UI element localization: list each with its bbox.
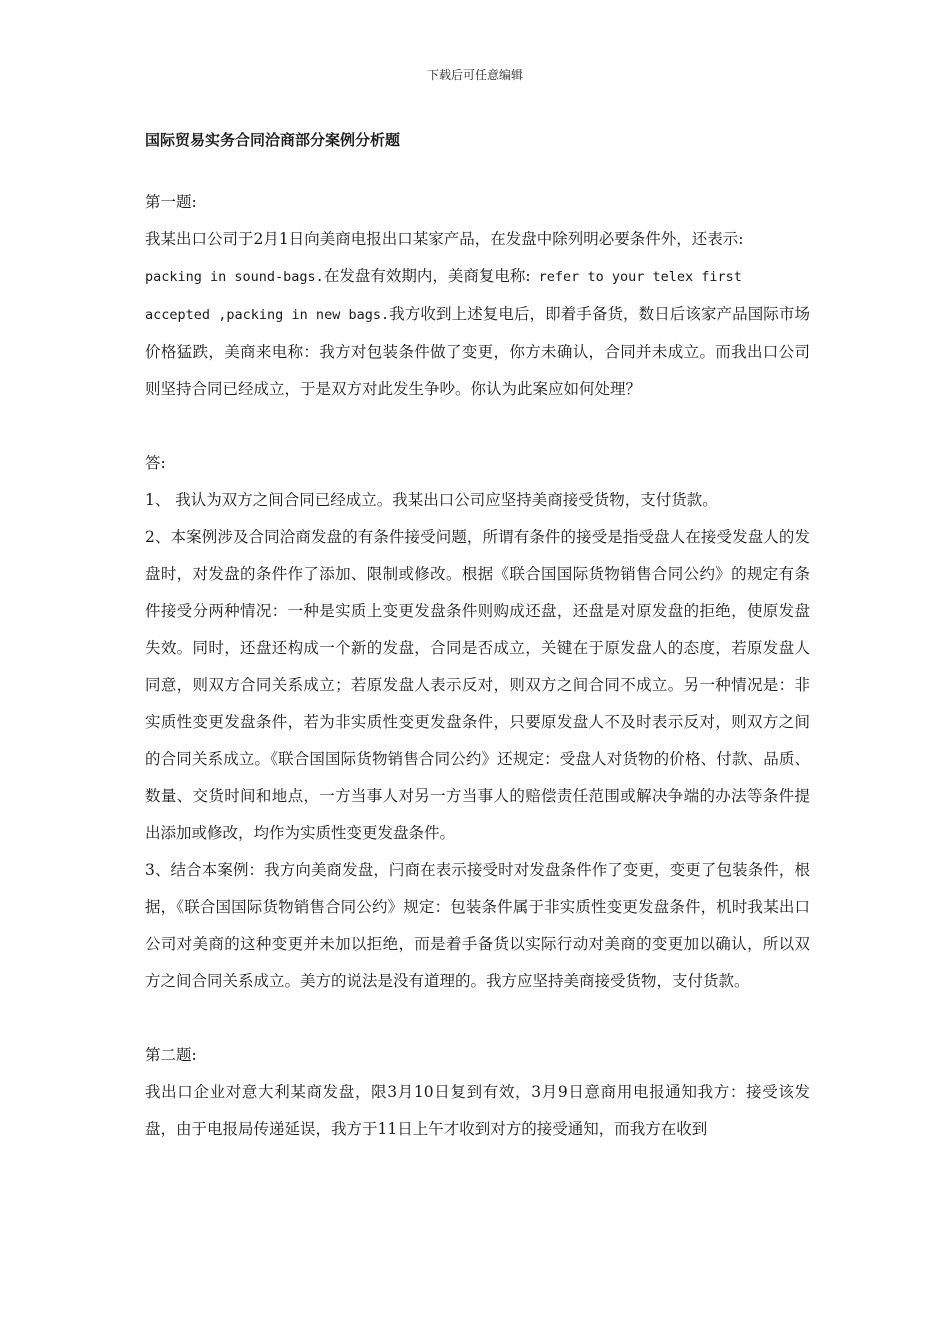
english-phrase-packing-sound-bags: packing in sound-bags. [145, 269, 324, 285]
answer-1-point-2: 2、本案例涉及合同洽商发盘的有条件接受问题，所谓有条件的接受是指受盘人在接受发盘人的发盘时，对发盘的条件作了添加、限制或修改。根据《联合国国际货物销售合同公约》的规定有条件接受分两种情况：一种是实质上变更发盘条件则购成还盘，还盘是对原发盘的拒绝，使原发盘失效。同时，还盘还构成一个新的发盘，合同是否成立，关键在于原发盘人的态度，若原发盘人同意，则双方合同关系成立；若原发盘人表示反对，则双方之间合同不成立。另一种情况是：非实质性变更发盘条件，若为非实质性变更发盘条件，只要原发盘人不及时表示反对，则双方之间的合同关系成立。《联合国国际货物销售合同公约》还规定：受盘人对货物的价格、付款、品质、数量、交货时间和地点，一方当事人对另一方当事人的赔偿责任范围或解决争端的办法等条件提出添加或修改，均作为实质性变更发盘条件。 [145, 528, 810, 842]
question-1-line-2 [145, 258, 810, 296]
question-1-line-1: 我某出口公司于2月1日向美商电报出口某家产品，在发盘中除列明必要条件外，还表示: [145, 230, 744, 248]
question-2-text: 我出口企业对意大利某商发盘，限3月10日复到有效，3月9日意商用电报通知我方：接受该发盘，由于电报局传递延误，我方于11日上午才收到对方的接受通知，而我方在收到 [145, 1083, 810, 1138]
answer-1-point-3: 3、结合本案例：我方向美商发盘，闩商在表示接受时对发盘条件作了变更，变更了包装条件，根据，《联合国国际货物销售合同公约》规定：包装条件属于非实质性变更发盘条件，机时我某出口公司对美商的这种变更并未加以拒绝，而是着手备货以实际行动对美商的变更加以确认，所以双方之间合同关系成立。美方的说法是没有道理的。我方应坚持美商接受货物，支付货款。 [145, 861, 810, 990]
spacer [145, 408, 810, 445]
document-title: 国际贸易实务合同洽商部分案例分析题 [145, 131, 401, 149]
question-1-line-3 [145, 296, 810, 408]
question-1-remainder: 我方收到上述复电后，即着手备货，数日后该家产品国际市场价格猛跌，美商来电称：我方对包装条件做了变更，你方未确认，合同并未成立。而我出口公司则坚持合同已经成立，于是双方对此发生争吵。你认为此案应如何处理？ [145, 305, 810, 398]
document-body [145, 128, 810, 1148]
answer-1-label: 答: [145, 454, 166, 472]
download-note: 下载后可任意编辑 [426, 68, 523, 82]
english-phrase-accepted-new-bags: accepted ,packing in new bags. [145, 307, 390, 323]
question-1-label: 第一题: [145, 193, 197, 211]
reply-intro: 在发盘有效期内，美商复电称: [323, 267, 531, 285]
english-phrase-refer-telex: refer to your telex first [530, 269, 742, 285]
question-2-label: 第二题: [145, 1046, 197, 1064]
spacer [145, 1000, 810, 1037]
answer-1-point-1: 1、 我认为双方之间合同已经成立。我某出口公司应坚持美商接受货物，支付货款。 [145, 491, 718, 509]
question-1-text [145, 221, 810, 408]
